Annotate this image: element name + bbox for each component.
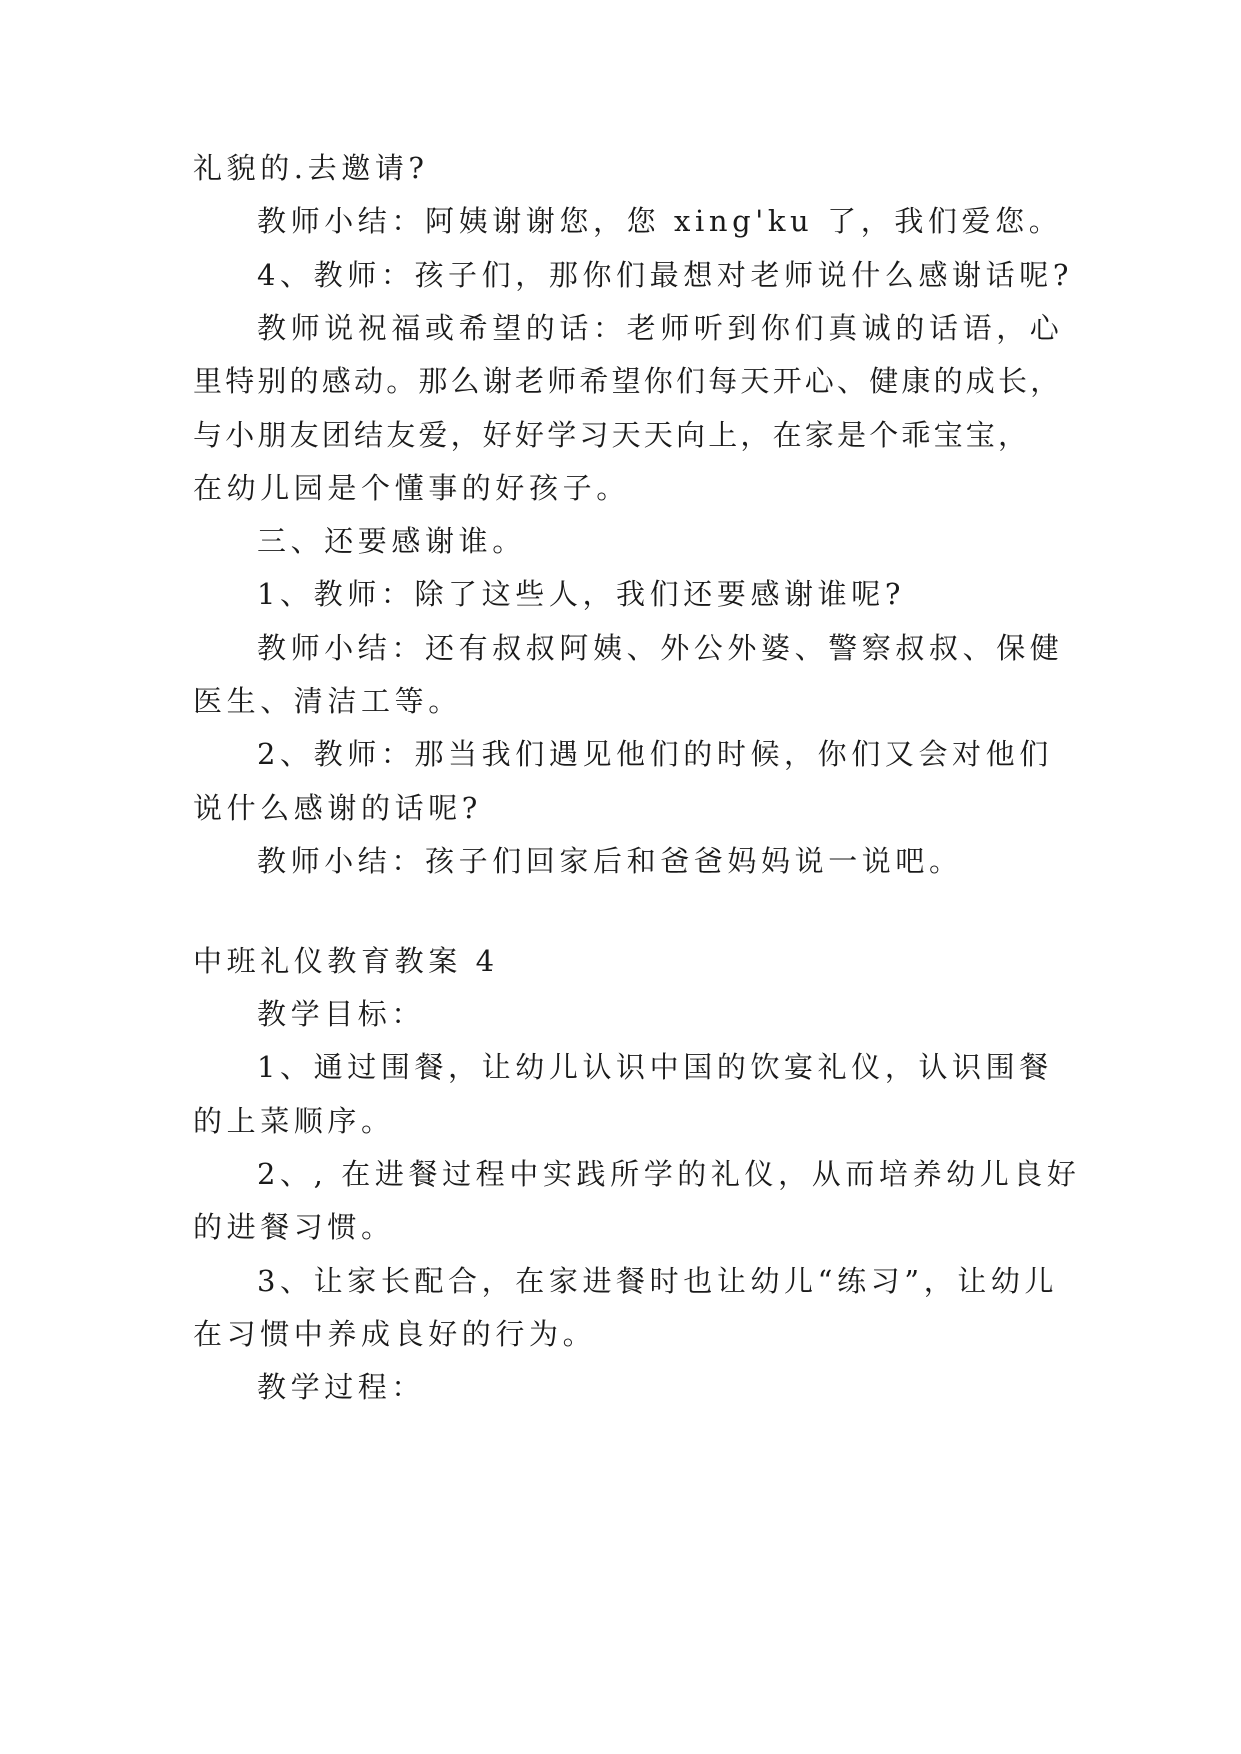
- text-line: 3、让家长配合，在家进餐时也让幼儿“练习”，让幼儿: [257, 1264, 1059, 1298]
- text-line: 的进餐习惯。: [193, 1210, 395, 1244]
- text-line: 教师小结：还有叔叔阿姨、外公外婆、警察叔叔、保健: [257, 631, 1064, 665]
- text-line: 1、教师：除了这些人，我们还要感谢谁呢?: [257, 577, 905, 611]
- text-line: 2、, 在进餐过程中实践所学的礼仪，从而培养幼儿良好: [257, 1157, 1081, 1191]
- text-line: 在习惯中养成良好的行为。: [193, 1317, 597, 1351]
- document-title: 中班礼仪教育教案 4: [193, 944, 499, 978]
- section-heading: 教学目标：: [257, 997, 426, 1031]
- text-line: 教师说祝福或希望的话：老师听到你们真诚的话语，心: [257, 311, 1064, 345]
- text-line: 医生、清洁工等。: [193, 684, 462, 718]
- section-heading: 教学过程：: [257, 1370, 426, 1404]
- text-line: 里特别的感动。那么谢老师希望你们每天开心、健康的成长，: [193, 364, 1063, 398]
- text-line: 礼貌的.去邀请?: [193, 151, 429, 185]
- text-line: 1、通过围餐，让幼儿认识中国的饮宴礼仪，认识围餐: [257, 1050, 1053, 1084]
- text-line: 的上菜顺序。: [193, 1104, 395, 1138]
- text-line: 教师小结：阿姨谢谢您，您 xing'ku 了，我们爱您。: [257, 204, 1063, 238]
- text-line: 2、教师：那当我们遇见他们的时候，你们又会对他们: [257, 737, 1053, 771]
- text-line: 在幼儿园是个懂事的好孩子。: [193, 471, 630, 505]
- text-line: 教师小结：孩子们回家后和爸爸妈妈说一说吧。: [257, 844, 963, 878]
- section-heading: 三、还要感谢谁。: [257, 524, 526, 558]
- text-line: 说什么感谢的话呢?: [193, 791, 482, 825]
- text-line: 与小朋友团结友爱，好好学习天天向上，在家是个乖宝宝，: [193, 418, 1031, 452]
- text-line: 4、教师：孩子们，那你们最想对老师说什么感谢话呢?: [257, 258, 1073, 292]
